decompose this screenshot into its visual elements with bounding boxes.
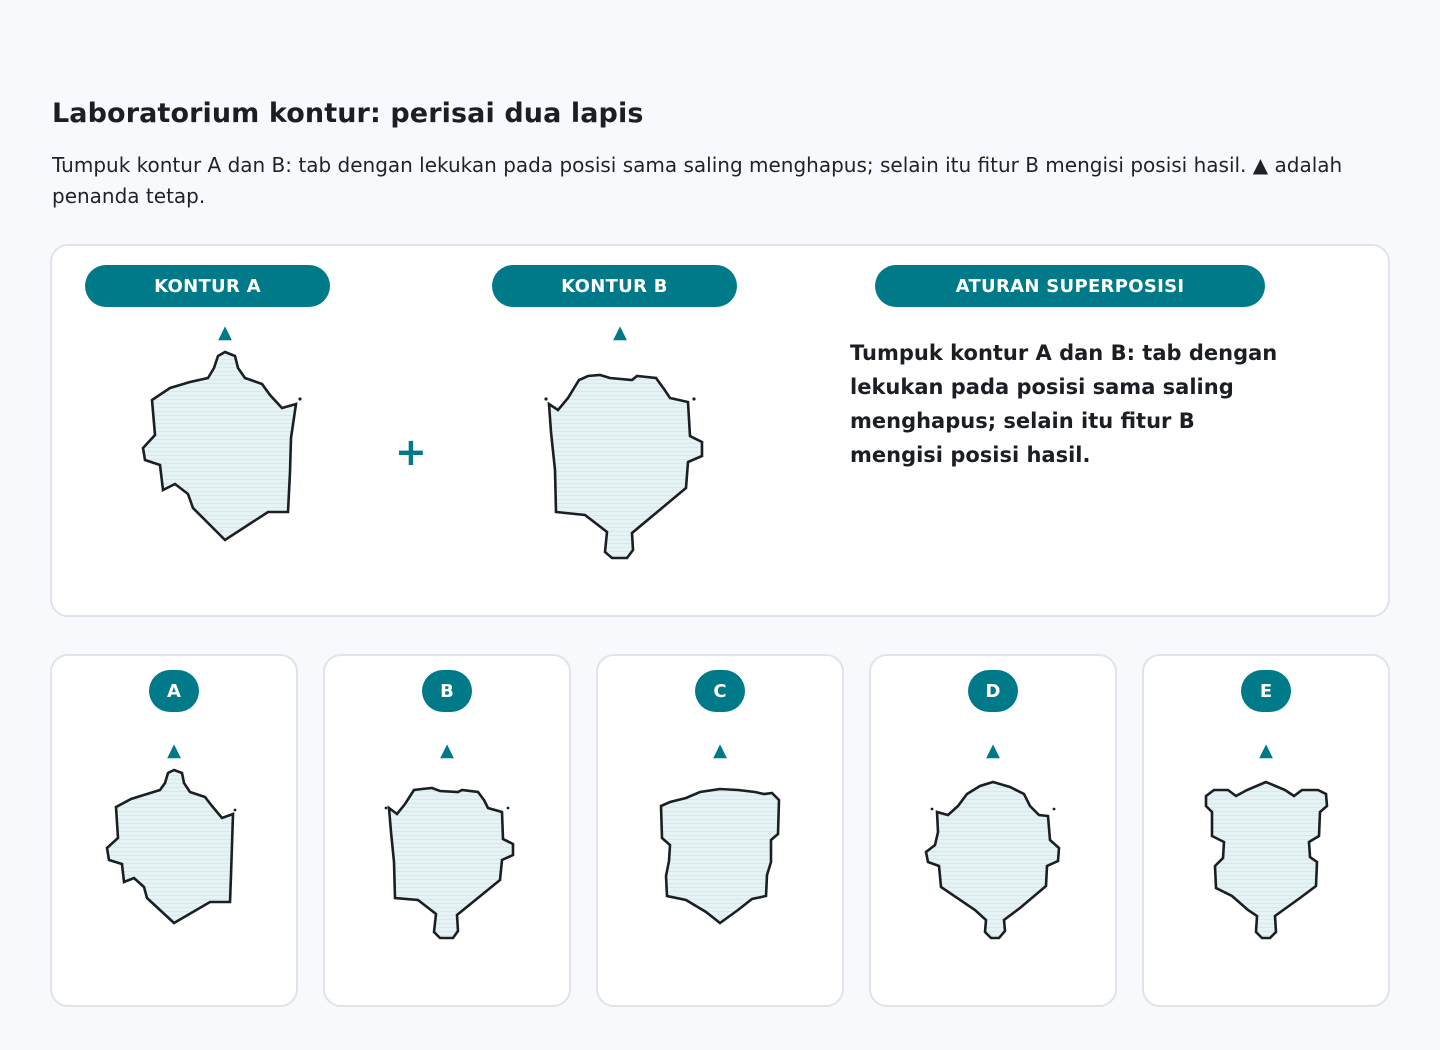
option-badge-b[interactable]: B xyxy=(422,670,472,712)
option-d-shape xyxy=(924,778,1064,942)
marker-icon: ▲ xyxy=(440,740,454,761)
contour-b-shape xyxy=(540,372,710,564)
contour-a-shape xyxy=(140,350,305,545)
marker-icon: ▲ xyxy=(713,740,727,761)
plus-icon: + xyxy=(395,430,427,474)
rule-label: ATURAN SUPERPOSISI xyxy=(875,265,1265,307)
option-a-shape xyxy=(104,768,240,928)
rule-text: Tumpuk kontur A dan B: tab dengan lekukan pada posisi sama saling menghapus; selain itu fitur B mengisi posisi hasil. xyxy=(850,341,1278,467)
option-badge-d[interactable]: D xyxy=(968,670,1018,712)
marker-icon: ▲ xyxy=(218,322,232,343)
page-instruction: Tumpuk kontur A dan B: tab dengan lekukan pada posisi sama saling menghapus; selain itu fitur B mengisi posisi hasil. ▲ adalah penanda tetap. xyxy=(52,153,1343,208)
option-c-shape xyxy=(656,785,784,927)
option-badge-a[interactable]: A xyxy=(149,670,199,712)
page-title: Laboratorium kontur: perisai dua lapis xyxy=(52,98,644,129)
marker-icon: ▲ xyxy=(986,740,1000,761)
marker-icon: ▲ xyxy=(1259,740,1273,761)
marker-icon: ▲ xyxy=(167,740,181,761)
option-e-shape xyxy=(1202,778,1332,942)
contour-b-label: KONTUR B xyxy=(492,265,737,307)
option-b-shape xyxy=(382,784,518,941)
option-badge-e[interactable]: E xyxy=(1241,670,1291,712)
contour-a-label: KONTUR A xyxy=(85,265,330,307)
marker-icon: ▲ xyxy=(613,322,627,343)
option-badge-c[interactable]: C xyxy=(695,670,745,712)
